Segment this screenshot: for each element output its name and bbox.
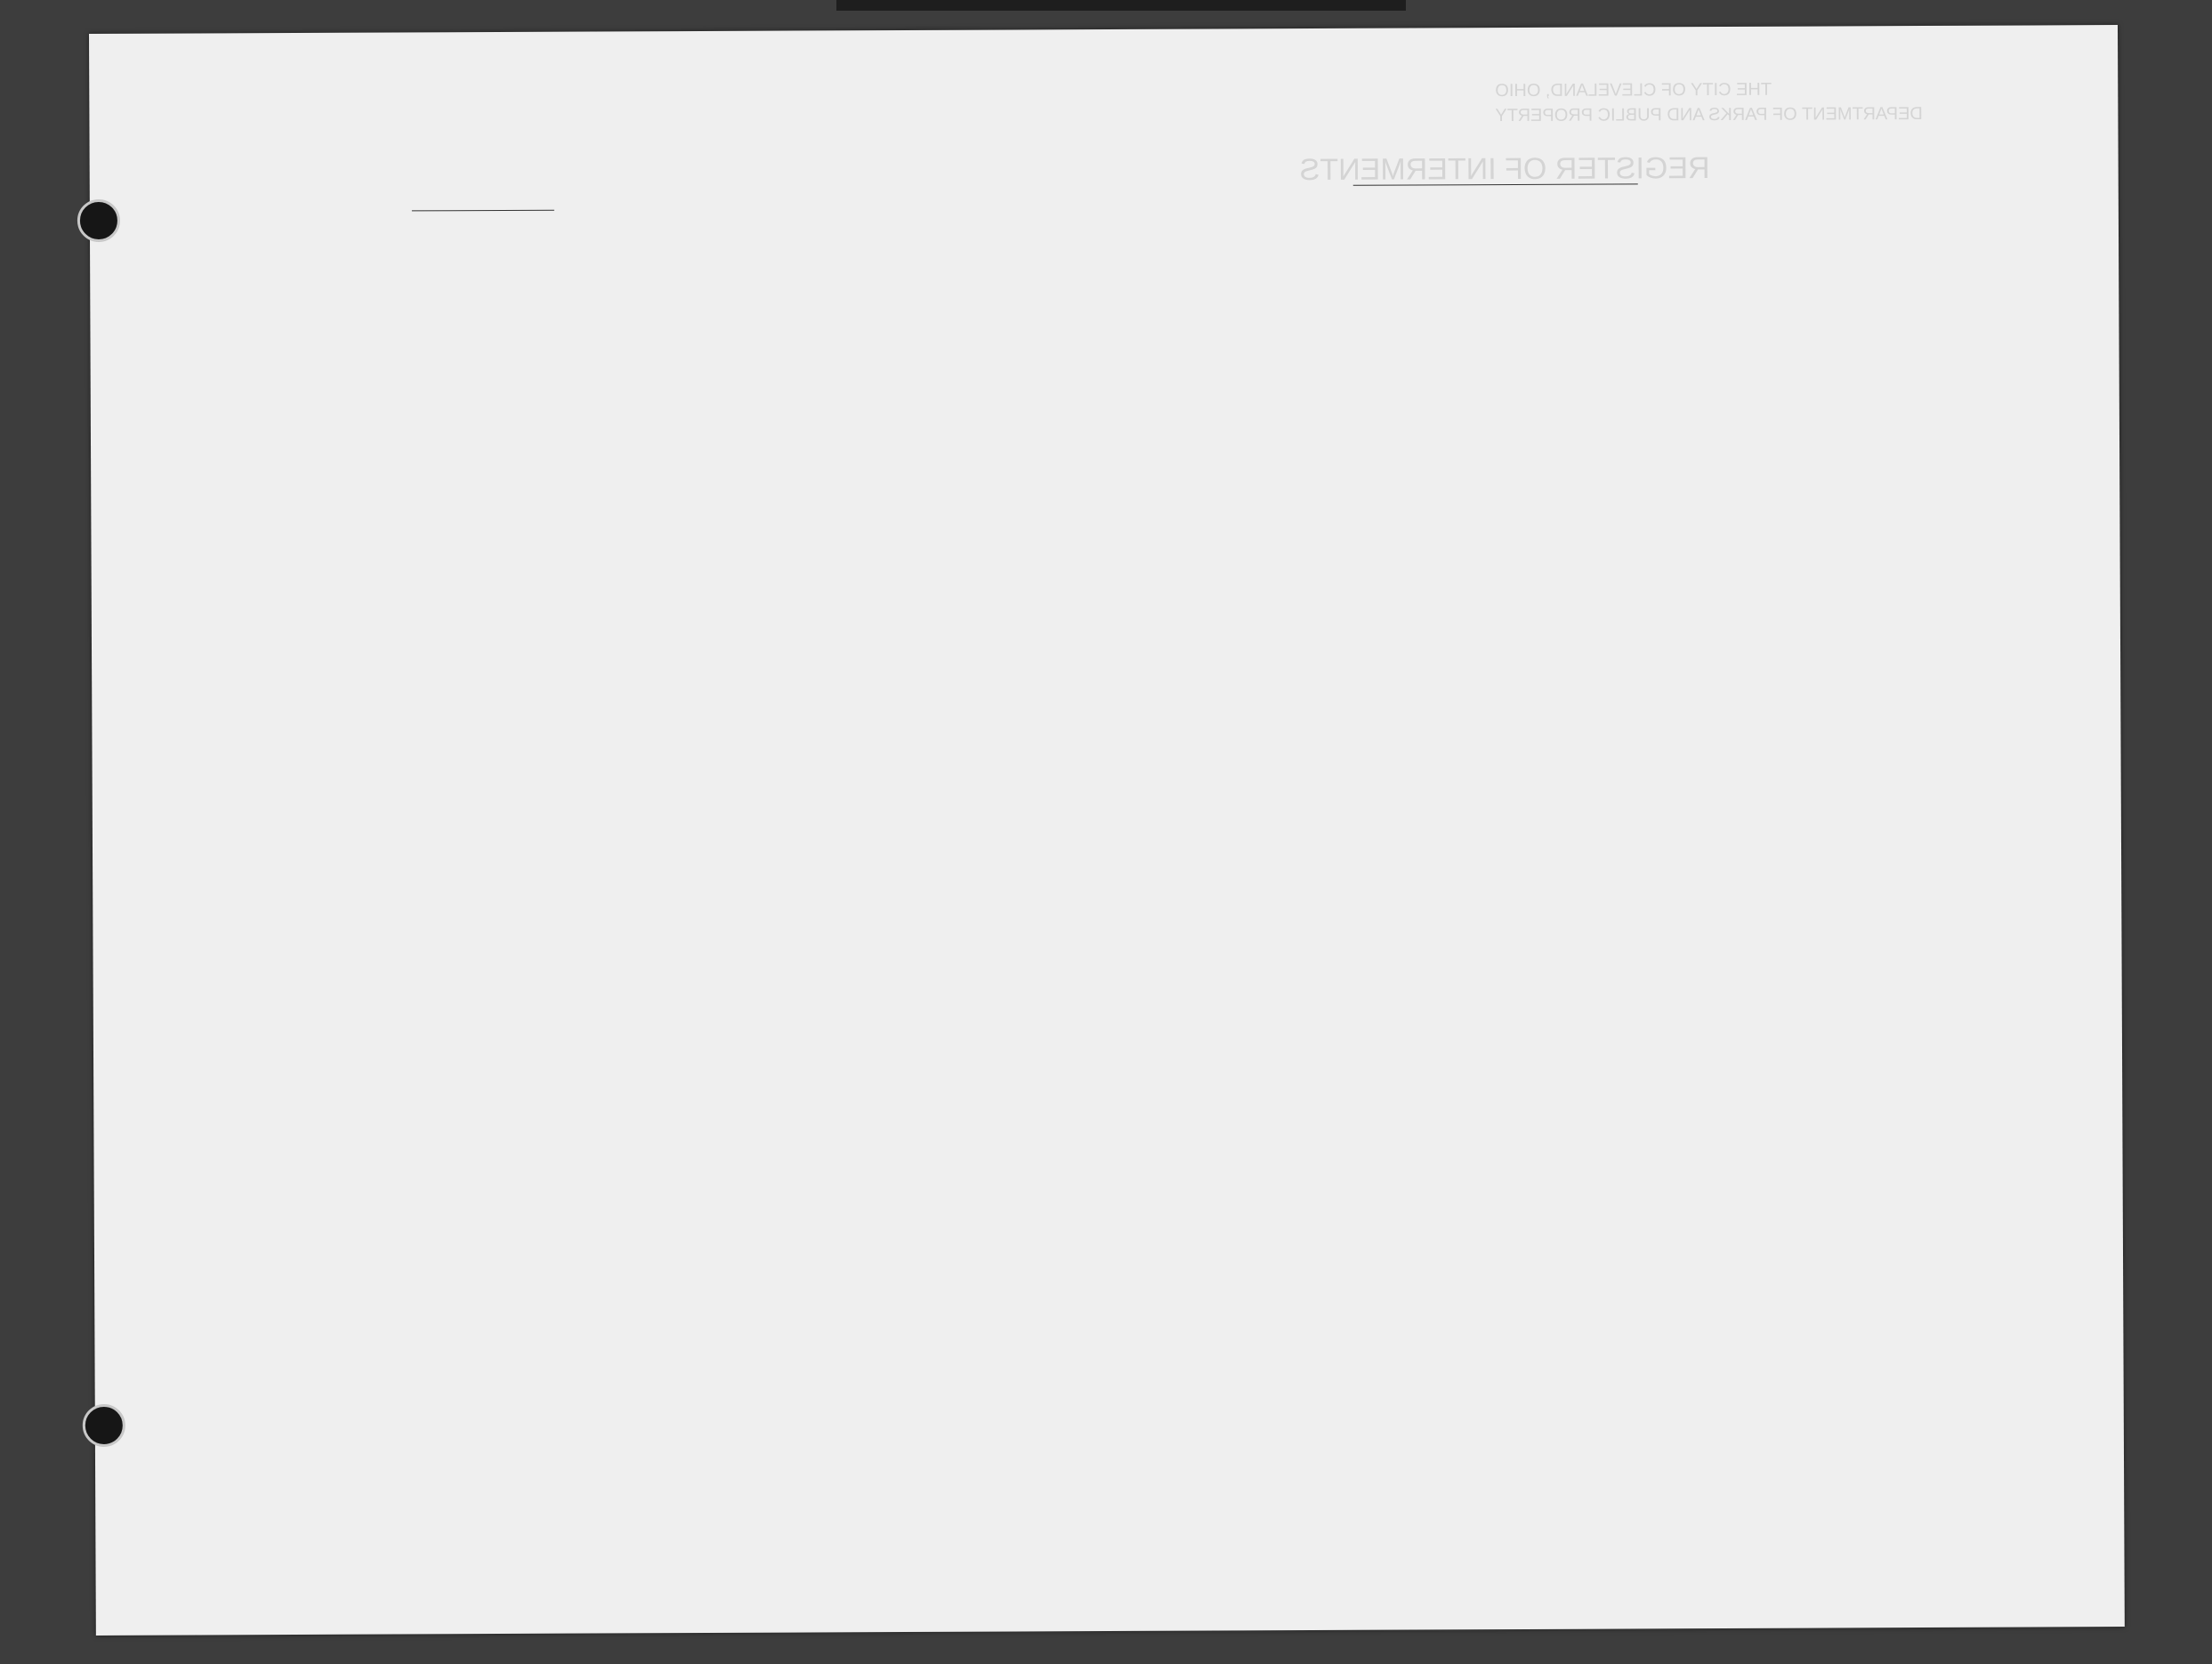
register-sheet bbox=[89, 25, 2125, 1636]
year-blank-line bbox=[412, 210, 554, 212]
year-field bbox=[410, 199, 554, 216]
header-city bbox=[356, 69, 845, 71]
header-department bbox=[356, 94, 845, 96]
header-division bbox=[356, 119, 845, 121]
binder-hole-bottom bbox=[83, 1404, 125, 1447]
bleed-through-text: DEPARTMENT OF PARKS AND PUBLIC PROPERTY bbox=[1495, 104, 1923, 126]
binder-hole-top bbox=[77, 199, 120, 242]
bleed-through-text: REGISTER OF INTERMENTS bbox=[1299, 151, 1710, 188]
bleed-through-text: THE CITY OF CLEVELAND, OHIO bbox=[1495, 79, 1772, 101]
page-title bbox=[659, 147, 1086, 149]
scan-top-strip bbox=[836, 0, 1406, 11]
